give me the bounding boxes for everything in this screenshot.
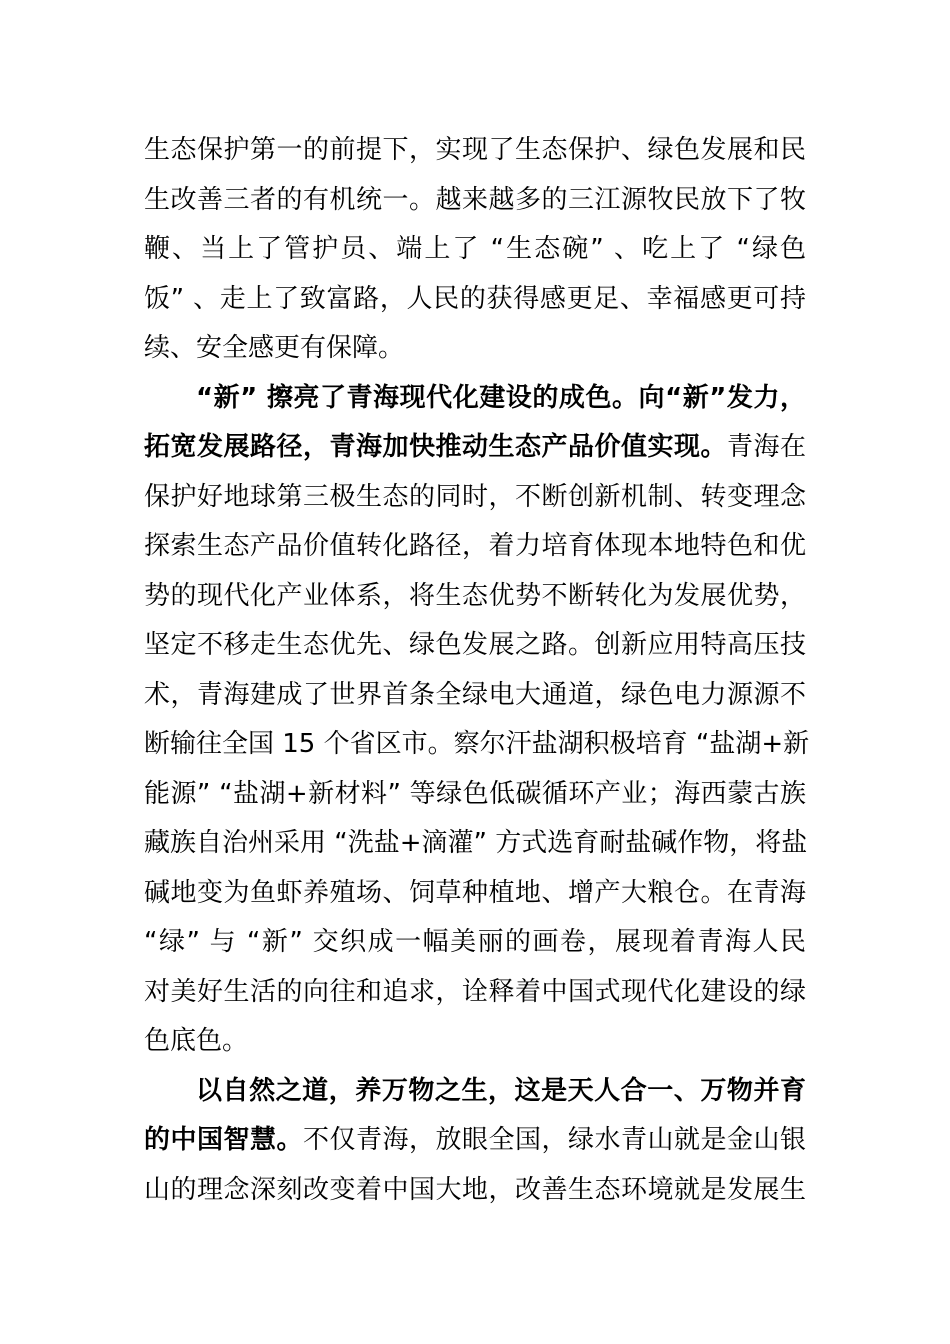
paragraph-line: 生态保护第一的前提下，实现了生态保护、绿色发展和民: [144, 135, 806, 165]
paragraph-line: “绿” 与 “新” 交织成一幅美丽的画卷，展现着青海人民: [144, 927, 806, 957]
paragraph-line: 碱地变为鱼虾养殖场、饲草种植地、增产大粮仓。在青海: [144, 877, 806, 908]
paragraph-line: 保护好地球第三极生态的同时，不断创新机制、转变理念: [144, 481, 806, 512]
paragraph-line: 探索生态产品价值转化路径，着力培育体现本地特色和优: [144, 531, 806, 561]
paragraph-line: 续、安全感更有保障。: [144, 333, 405, 363]
bold-heading-line: “新” 擦亮了青海现代化建设的成色。向“新”发力，: [196, 382, 806, 413]
paragraph-line: 断输往全国 15 个省区市。察尔汗盐湖积极培育 “盐湖+新: [144, 729, 810, 759]
paragraph-text: 青海在: [726, 432, 806, 462]
paragraph-line: 藏族自治州采用 “洗盐+滴灌” 方式选育耐盐碱作物，将盐: [144, 828, 808, 858]
paragraph-line: 坚定不移走生态优先、绿色发展之路。创新应用特高压技: [144, 630, 806, 660]
paragraph-line: 色底色。: [144, 1026, 249, 1056]
paragraph-line: 生改善三者的有机统一。越来越多的三江源牧民放下了牧: [144, 184, 806, 215]
bold-heading-line: 以自然之道，养万物之生，这是天人合一、万物并育: [196, 1075, 806, 1106]
paragraph-line: 鞭、当上了管护员、端上了 “生态碗” 、吃上了 “绿色: [144, 234, 806, 264]
paragraph-line: 术，青海建成了世界首条全绿电大通道，绿色电力源源不: [144, 679, 806, 710]
bold-heading-text: 拓宽发展路径，青海加快推动生态产品价值实现。: [144, 432, 727, 462]
document-body: [144, 126, 810, 1215]
paragraph-line: 山的理念深刻改变着中国大地，改善生态环境就是发展生: [144, 1174, 806, 1205]
paragraph-line: 势的现代化产业体系，将生态优势不断转化为发展优势，: [144, 580, 806, 611]
mixed-line: [144, 1116, 806, 1166]
paragraph-3: [144, 1067, 806, 1216]
paragraph-line: 能源” “盐湖+新材料” 等绿色低碳循环产业；海西蒙古族: [144, 778, 806, 809]
paragraph-1: [144, 126, 806, 374]
paragraph-2: [144, 374, 810, 1067]
paragraph-text: 不仅青海，放眼全国，绿水青山就是金山银: [303, 1125, 806, 1155]
paragraph-line: 饭” 、走上了致富路，人民的获得感更足、幸福感更可持: [144, 283, 806, 314]
bold-heading-text: 的中国智慧。: [144, 1125, 303, 1155]
mixed-line: [144, 423, 806, 473]
paragraph-line: 对美好生活的向往和追求，诠释着中国式现代化建设的绿: [144, 976, 806, 1007]
